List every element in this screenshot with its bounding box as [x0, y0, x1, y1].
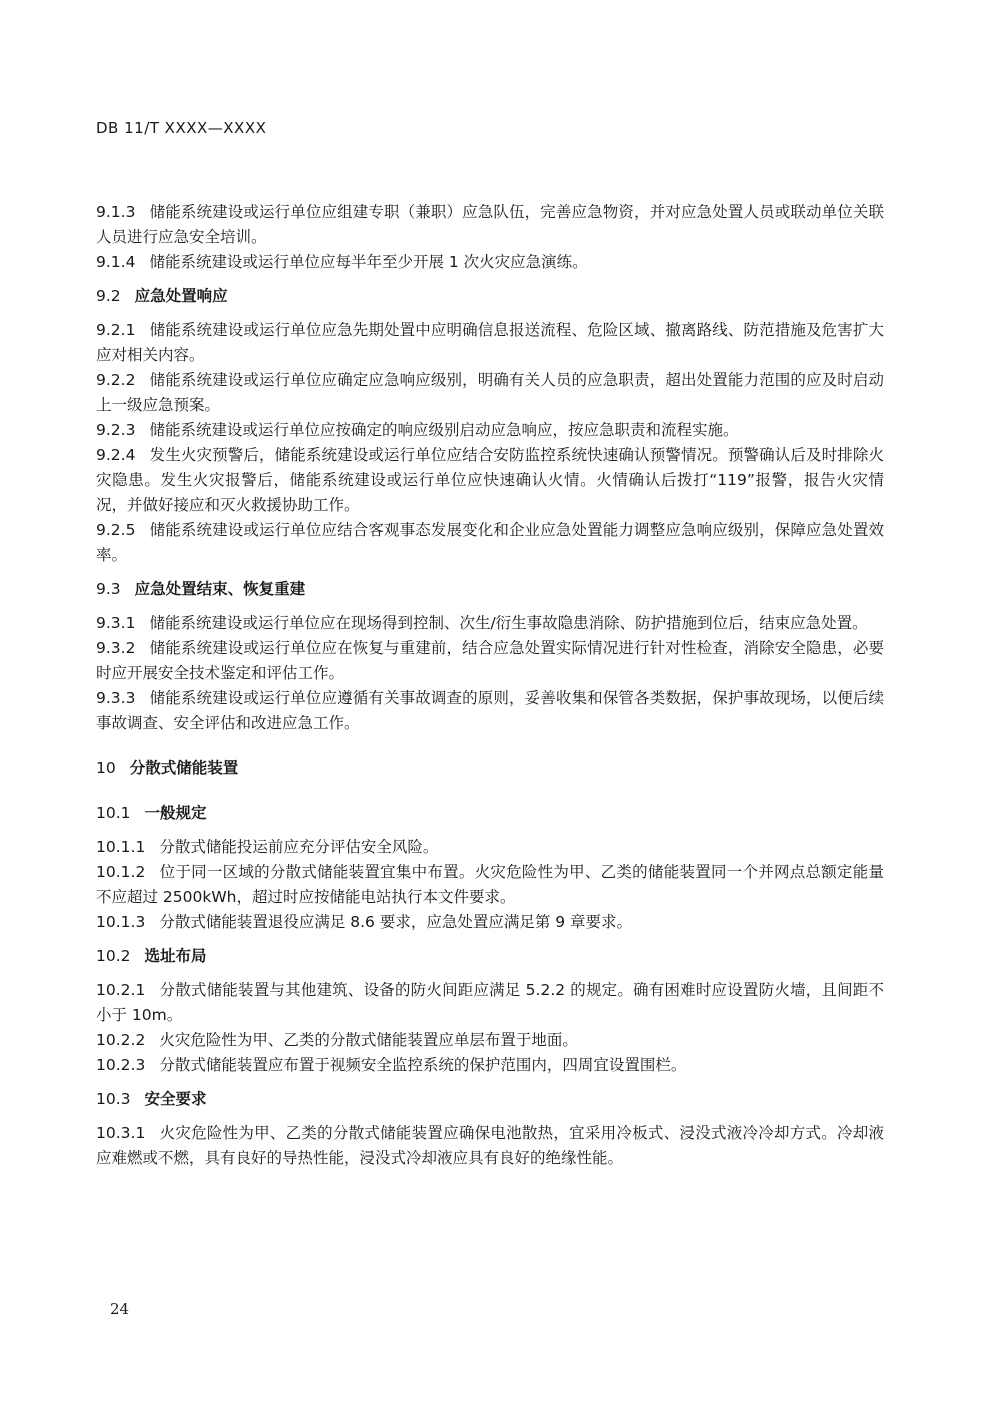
document-code: DB 11/T XXXX—XXXX: [96, 119, 267, 137]
clause-9-1-3: 9.1.3 储能系统建设或运行单位应组建专职（兼职）应急队伍，完善应急物资，并对应急处置人员或联动单位关联人员进行应急安全培训。: [96, 203, 884, 246]
clause-9-2-4: 9.2.4 发生火灾预警后，储能系统建设或运行单位应结合安防监控系统快速确认预警情况。预警确认后及时排除火灾隐患。发生火灾报警后，储能系统建设或运行单位应快速确认火情。火情确认后拨打“119”报警，报告火灾情况，并做好接应和灭火救援协助工作。: [96, 446, 884, 514]
clause-9-3-1: 9.3.1 储能系统建设或运行单位应在现场得到控制、次生/衍生事故隐患消除、防护措施到位后，结束应急处置。: [96, 614, 868, 632]
clause-9-2-2: 9.2.2 储能系统建设或运行单位应确定应急响应级别，明确有关人员的应急职责，超出处置能力范围的应及时启动上一级应急预案。: [96, 371, 884, 414]
clause-9-2-5: 9.2.5 储能系统建设或运行单位应结合客观事态发展变化和企业应急处置能力调整应急响应级别，保障应急处置效率。: [96, 521, 884, 564]
page-number: 24: [110, 1300, 130, 1318]
clause-9-2-3: 9.2.3 储能系统建设或运行单位应按确定的响应级别启动应急响应，按应急职责和流程实施。: [96, 421, 739, 439]
clause-9-3-2: 9.3.2 储能系统建设或运行单位应在恢复与重建前，结合应急处置实际情况进行针对性检查，消除安全隐患，必要时应开展安全技术鉴定和评估工作。: [96, 639, 884, 682]
clause-10-1-2: 10.1.2 位于同一区域的分散式储能装置宜集中布置。火灾危险性为甲、乙类的储能装置同一个并网点总额定能量不应超过 2500kWh，超过时应按储能电站执行本文件要求。: [96, 863, 884, 906]
document-body: [96, 200, 884, 1171]
clause-9-2-1: 9.2.1 储能系统建设或运行单位应急先期处置中应明确信息报送流程、危险区域、撤离路线、防范措施及危害扩大应对相关内容。: [96, 321, 884, 364]
clause-10-1-3: 10.1.3 分散式储能装置退役应满足 8.6 要求，应急处置应满足第 9 章要求。: [96, 913, 633, 931]
clause-10-2-3: 10.2.3 分散式储能装置应布置于视频安全监控系统的保护范围内，四周宜设置围栏。: [96, 1056, 687, 1074]
clause-10-2-2: 10.2.2 火灾危险性为甲、乙类的分散式储能装置应单层布置于地面。: [96, 1031, 578, 1049]
section-10-1-heading: 10.1 一般规定: [96, 804, 207, 822]
clause-10-1-1: 10.1.1 分散式储能投运前应充分评估安全风险。: [96, 838, 439, 856]
section-9-2-heading: 9.2 应急处置响应: [96, 287, 228, 305]
section-10-3-heading: 10.3 安全要求: [96, 1090, 207, 1108]
chapter-10-heading: 10 分散式储能装置: [96, 759, 239, 777]
clause-10-3-1: 10.3.1 火灾危险性为甲、乙类的分散式储能装置应确保电池散热，宜采用冷板式、浸没式液冷冷却方式。冷却液应难燃或不燃，具有良好的导热性能，浸没式冷却液应具有良好的绝缘性能。: [96, 1124, 884, 1167]
clause-9-1-4: 9.1.4 储能系统建设或运行单位应每半年至少开展 1 次火灾应急演练。: [96, 253, 588, 271]
clause-10-2-1: 10.2.1 分散式储能装置与其他建筑、设备的防火间距应满足 5.2.2 的规定。确有困难时应设置防火墙，且间距不小于 10m。: [96, 981, 884, 1024]
section-9-3-heading: 9.3 应急处置结束、恢复重建: [96, 580, 306, 598]
clause-9-3-3: 9.3.3 储能系统建设或运行单位应遵循有关事故调查的原则，妥善收集和保管各类数据，保护事故现场，以便后续事故调查、安全评估和改进应急工作。: [96, 689, 884, 732]
section-10-2-heading: 10.2 选址布局: [96, 947, 207, 965]
